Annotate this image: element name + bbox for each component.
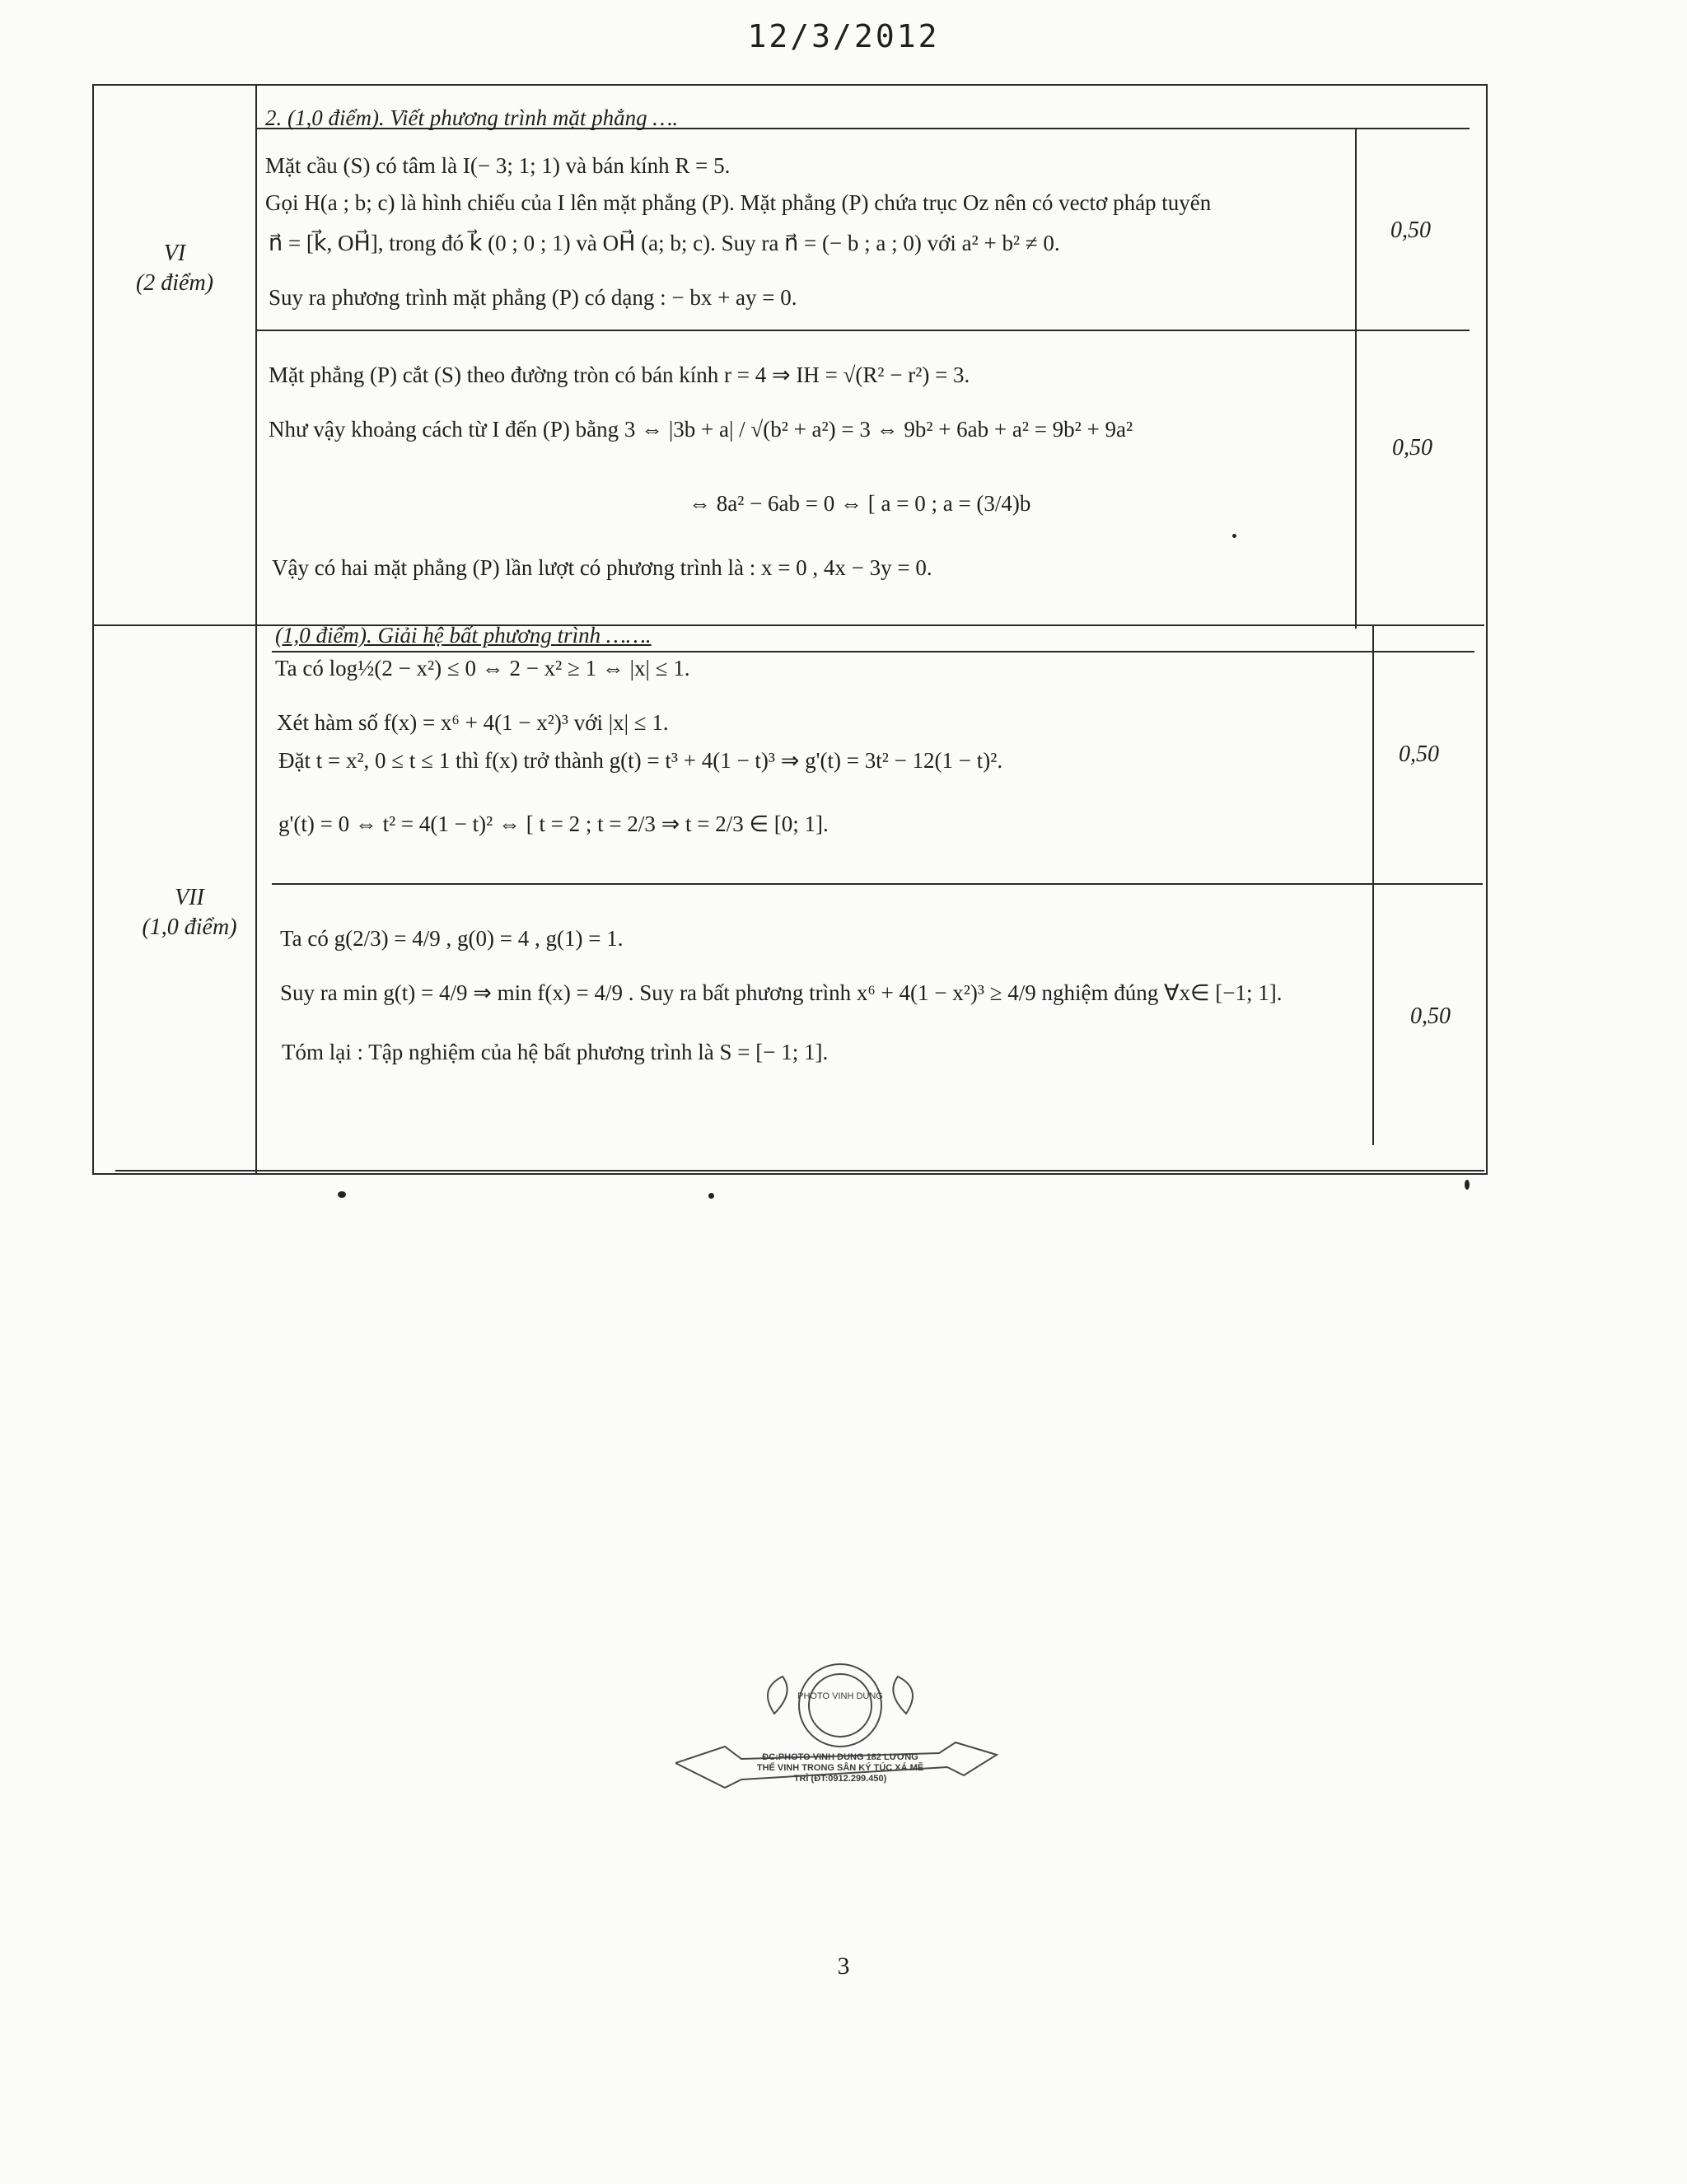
score-value: 0,50 — [1392, 435, 1432, 461]
row-line — [272, 883, 1483, 885]
section-points: (2 điểm) — [135, 270, 214, 296]
stamp-banner-line: THẾ VINH TRONG SÂN KÝ TÚC XÁ MẼ — [756, 1763, 924, 1773]
solution-line: Vậy có hai mặt phẳng (P) lần lượt có phương trình là : x = 0 , 4x − 3y = 0. — [272, 555, 932, 580]
solution-line: Mặt phẳng (P) cắt (S) theo đường tròn có bán kính r = 4 ⇒ IH = √(R² − r²) = 3. — [269, 362, 970, 387]
section-points: (1,0 điểm) — [142, 914, 237, 940]
solution-line: Suy ra min g(t) = 4/9 ⇒ min f(x) = 4/9 . Suy ra bất phương trình x⁶ + 4(1 − x²)³ ≥ 4/9 nghiệm đúng ∀x∈ [−1; 1]. — [280, 980, 1283, 1005]
question-heading: 2. (1,0 điểm). Viết phương trình mặt phẳng …. — [265, 105, 679, 130]
score-value: 0,50 — [1390, 217, 1431, 243]
score-value: 0,50 — [1410, 1003, 1451, 1029]
stamp-banner-line: TRÌ (ĐT:0912.299.450) — [793, 1774, 887, 1784]
score-value: 0,50 — [1399, 741, 1439, 767]
question-heading: (1,0 điểm). Giải hệ bất phương trình ……. — [275, 623, 652, 648]
solution-line: ⇔ 8a² − 6ab = 0 ⇔ [ a = 0 ; a = (3/4)b — [689, 491, 1031, 516]
solution-line: Mặt cầu (S) có tâm là I(− 3; 1; 1) và bán kính R = 5. — [265, 153, 731, 178]
solution-line: Ta có log½(2 − x²) ≤ 0 ⇔ 2 − x² ≥ 1 ⇔ |x| ≤ 1. — [275, 656, 690, 680]
section-number: VII — [175, 885, 204, 910]
page-number: 3 — [837, 1953, 850, 1980]
solution-line: g'(t) = 0 ⇔ t² = 4(1 − t)² ⇔ [ t = 2 ; t = 2/3 ⇒ t = 2/3 ∈ [0; 1]. — [278, 811, 829, 836]
solution-line: Ta có g(2/3) = 4/9 , g(0) = 4 , g(1) = 1. — [280, 926, 624, 951]
row-line — [272, 651, 1474, 652]
scan-speck — [1465, 1180, 1470, 1190]
scan-speck — [338, 1191, 346, 1198]
scan-speck — [1232, 534, 1236, 538]
solution-line: Đặt t = x², 0 ≤ t ≤ 1 thì f(x) trở thành g(t) = t³ + 4(1 − t)³ ⇒ g'(t) = 3t² − 12(1 − t)². — [278, 748, 1003, 773]
column-divider-score — [1355, 128, 1357, 629]
solution-line: Tóm lại : Tập nghiệm của hệ bất phương trình là S = [− 1; 1]. — [282, 1040, 829, 1064]
row-line — [255, 330, 1470, 331]
solution-line: Như vậy khoảng cách từ I đến (P) bằng 3 ⇔ |3b + a| / √(b² + a²) = 3 ⇔ 9b² + 6ab + a² = 9b² + 9a² — [269, 417, 1133, 442]
stamp-graphic — [675, 1656, 1005, 1821]
section-number: VI — [163, 241, 186, 266]
solution-line: n⃗ = [k⃗, OH⃗], trong đó k⃗ (0 ; 0 ; 1) và OH⃗ (a; b; c). Suy ra n⃗ = (− b ; a ; 0) với a² + b² ≠ 0. — [269, 231, 1060, 255]
solution-line: Gọi H(a ; b; c) là hình chiếu của I lên mặt phẳng (P). Mặt phẳng (P) chứa trục Oz nên có vectơ pháp tuyến — [265, 190, 1212, 215]
solution-line: Suy ra phương trình mặt phẳng (P) có dạng : − bx + ay = 0. — [269, 285, 797, 310]
stamp-banner-line: ĐC:PHOTO VINH DUNG 182 LƯƠNG — [762, 1752, 918, 1762]
stamp-round-text: PHOTO VINH DUNG — [797, 1691, 883, 1701]
section-label — [92, 239, 257, 298]
row-line — [115, 1170, 1484, 1172]
section-label — [115, 883, 264, 942]
scan-speck — [708, 1193, 714, 1199]
document-date: 12/3/2012 — [747, 18, 940, 54]
shop-stamp — [675, 1656, 1005, 1825]
solution-line: Xét hàm số f(x) = x⁶ + 4(1 − x²)³ với |x| ≤ 1. — [277, 710, 669, 735]
column-divider-score-2 — [1372, 626, 1374, 1145]
